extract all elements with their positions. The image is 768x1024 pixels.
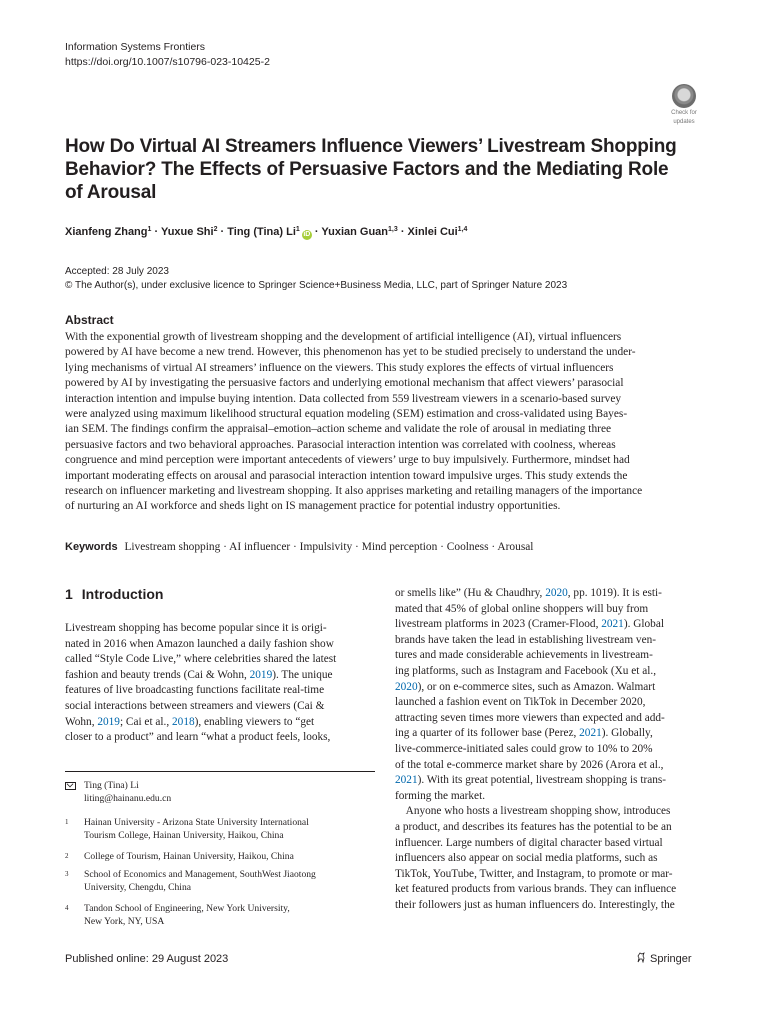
body-line <box>395 633 705 649</box>
body-line <box>65 683 375 699</box>
affiliation-line: Hainan University - Arizona State University International <box>84 817 309 828</box>
abstract-line: persuasive factors and two behavioral approaches. Parasocial interaction intention was correlated with coolness, whereas <box>65 438 616 451</box>
author-separator: · <box>151 226 161 238</box>
citation-link[interactable]: 2020 <box>545 587 568 599</box>
affiliation-line: Tourism College, Hainan University, Haikou, China <box>84 829 284 841</box>
body-line <box>65 699 375 715</box>
copyright-line: © The Author(s), under exclusive licence to Springer Science+Business Media, LLC, part of Springer Nature 2023 <box>65 280 568 291</box>
abstract-body <box>65 330 705 515</box>
body-text: features of live broadcasting functions facilitate real-time <box>65 684 325 697</box>
body-line <box>395 820 705 836</box>
affiliation-number: 1 <box>65 818 69 826</box>
section-number: 1 <box>65 586 73 602</box>
body-text: of the total e-commerce market share by 2026 (Arora et al., <box>395 758 664 771</box>
body-text: mated that 45% of global online shoppers will buy from <box>395 602 649 615</box>
doi-link[interactable]: https://doi.org/10.1007/s10796-023-10425-2 <box>65 56 270 68</box>
affiliation-number: 3 <box>65 870 69 878</box>
body-line <box>65 668 375 684</box>
journal-name: Information Systems Frontiers <box>65 41 206 53</box>
body-text: influencers also appear on social media platforms, such as <box>395 852 658 865</box>
springer-horse-icon <box>636 952 646 963</box>
affiliation-number: 4 <box>65 904 69 912</box>
body-line <box>395 680 705 696</box>
body-text: attracting seven times more viewers than expected and add- <box>395 711 665 724</box>
citation-link[interactable]: 2018 <box>172 715 195 728</box>
body-text: ). Global <box>623 618 664 631</box>
author-affiliation: 2 <box>213 226 218 233</box>
body-text: launched a fashion event on TikTok in December 2020, <box>395 696 646 709</box>
citation-link[interactable]: 2019 <box>249 668 273 681</box>
body-line <box>65 652 375 668</box>
section-heading <box>65 586 172 602</box>
abstract-line: lying mechanisms of virtual AI streamers’ influence on the viewers. This study explores the effects of virtual influencers <box>65 361 614 374</box>
author-affiliation: 1,3 <box>388 226 398 233</box>
body-line <box>395 867 705 883</box>
title-line: of Arousal <box>65 182 157 203</box>
body-text: ing platforms, such as Instagram and Facebook (Xu et al., <box>395 664 657 677</box>
abstract-line: With the exponential growth of livestream shopping and the development of artificial intelligence (AI), virtual influencers <box>65 331 622 343</box>
author-affiliation: 1,4 <box>457 226 468 233</box>
body-text: , pp. 1019). It is esti- <box>567 587 662 599</box>
abstract-line: congruence and mind perception were important antecedents of viewers’ urge to buy impulsively. Furthermore, mindset had <box>65 454 630 467</box>
body-text: forming the market. <box>395 789 486 802</box>
body-text: a product, and describes its features has the potential to be an <box>395 820 672 833</box>
author-name[interactable]: Ting (Tina) Li <box>227 226 296 238</box>
check-for-updates-badge[interactable] <box>664 84 704 124</box>
body-line <box>395 898 705 914</box>
abstract-line: ian SEM. The findings confirm the appraisal–emotion–action scheme and validate the role of arousal in mediating three <box>65 423 612 436</box>
body-text: their followers just as human influencers do. Interestingly, the <box>395 898 675 911</box>
abstract-line: were analyzed using maximum likelihood structural equation modeling (SEM) estimation and cross-validated using Bayes- <box>65 408 628 421</box>
body-line <box>65 715 375 731</box>
body-text: tures and made considerable achievements in livestream- <box>395 649 653 662</box>
author-affiliation: 1 <box>295 226 300 233</box>
body-text: social interactions between streamers and viewers (Cai & <box>65 699 325 712</box>
affiliation-line: New York, NY, USA <box>84 915 165 927</box>
body-text: nated in 2016 when Amazon launched a daily fashion show <box>65 637 334 650</box>
body-text: Wohn, <box>65 715 98 728</box>
article-dates <box>65 265 567 293</box>
section-title: Introduction <box>81 586 164 602</box>
keywords-text: Livestream shopping · AI influencer · Impulsivity · Mind perception · Coolness · Arousal <box>124 541 534 553</box>
body-text: ), or on e-commerce sites, such as Amazon. Walmart <box>417 680 656 693</box>
body-text: ing a quarter of its follower base (Perez, <box>395 727 580 740</box>
body-line <box>395 742 705 758</box>
affiliation-note <box>65 903 375 931</box>
abstract-line: interaction intention and impulse buying intention. Data collected from 559 livestream viewers in a scenario-based survey <box>65 392 622 405</box>
check-updates-icon <box>672 84 696 108</box>
body-line <box>395 586 705 602</box>
author-separator: · <box>397 226 408 238</box>
body-line <box>395 882 705 898</box>
body-line <box>395 804 705 820</box>
keywords-heading: Keywords <box>65 541 118 553</box>
body-text: closer to a product” and learn “what a product feels, looks, <box>65 731 331 744</box>
badge-line-1: Check for <box>671 110 697 116</box>
affiliation-note <box>65 851 375 865</box>
author-separator: · <box>217 226 228 238</box>
author-separator: · <box>311 226 322 238</box>
author-name[interactable]: Yuxian Guan <box>321 226 389 238</box>
body-text: or smells like” (Hu & Chaudhry, <box>395 587 546 599</box>
body-text: TikTok, YouTube, Twitter, and Instagram, to promote or mar- <box>395 867 673 880</box>
author-affiliation: 1 <box>147 226 152 233</box>
accepted-date: Accepted: 28 July 2023 <box>65 266 169 277</box>
affiliation-note <box>65 869 375 897</box>
abstract-line: research on influencer marketing and livestream shopping. It also apprises marketing and retailing managers of the importance <box>65 485 643 498</box>
publisher-logo <box>636 952 692 965</box>
abstract-heading: Abstract <box>65 313 114 327</box>
body-line <box>395 758 705 774</box>
body-text: ), enabling viewers to “get <box>194 715 315 728</box>
body-line <box>395 695 705 711</box>
affiliation-line: University, Chengdu, China <box>84 881 192 893</box>
body-line <box>395 711 705 727</box>
badge-line-2: updates <box>673 118 695 125</box>
footnote-divider <box>65 771 375 772</box>
body-text: Anyone who hosts a livestream shopping show, introduces <box>395 805 671 818</box>
citation-link[interactable]: 2020 <box>395 680 418 693</box>
article-title <box>65 135 705 204</box>
body-column-right <box>395 586 705 913</box>
citation-link[interactable]: 2019 <box>97 715 120 728</box>
body-line <box>395 617 705 633</box>
body-line <box>395 648 705 664</box>
publisher-name: Springer <box>650 953 692 965</box>
title-line: How Do Virtual AI Streamers Influence Viewers’ Livestream Shopping <box>65 136 677 157</box>
body-line <box>395 789 705 805</box>
affiliation-note <box>65 817 375 845</box>
corresponding-author-email[interactable]: liting@hainanu.edu.cn <box>84 792 172 804</box>
body-line <box>65 637 375 653</box>
affiliation-number: 2 <box>65 852 69 860</box>
body-text: ket featured products from various brands. They can influence <box>395 883 677 896</box>
abstract-line: powered by AI have become a new trend. However, this phenomenon has yet to be studied precisely to understand the under- <box>65 346 636 359</box>
body-text: live-commerce-initiated sales could grow to 10% to 20% <box>395 742 653 755</box>
author-name[interactable]: Xinlei Cui <box>407 226 458 238</box>
corresponding-author-name: Ting (Tina) Li <box>84 780 139 791</box>
keywords <box>65 541 533 553</box>
body-line <box>395 726 705 742</box>
body-text: ). The unique <box>272 668 333 681</box>
body-line <box>395 836 705 852</box>
affiliation-line: College of Tourism, Hainan University, Haikou, China <box>84 851 294 862</box>
body-text: influencer. Large numbers of digital character based virtual <box>395 836 663 849</box>
citation-link[interactable]: 2021 <box>579 727 602 740</box>
abstract-line: powered by AI by investigating the persuasive factors and underlying emotional mechanism that affect viewers’ parasocial <box>65 377 624 390</box>
body-text: ; Cai et al., <box>119 715 173 728</box>
orcid-icon[interactable]: iD <box>303 231 311 238</box>
body-text: Livestream shopping has become popular since it is origi- <box>65 622 327 634</box>
published-online: Published online: 29 August 2023 <box>65 953 229 965</box>
body-text: ). With its great potential, livestream shopping is trans- <box>417 774 667 787</box>
body-line <box>65 730 375 746</box>
envelope-icon <box>65 780 76 791</box>
body-text: called “Style Code Live,” where celebrities shared the latest <box>65 653 337 666</box>
abstract-line: important moderating effects on arousal and parasocial interaction intention toward impulsive urges. This study extends the <box>65 469 628 482</box>
body-text: brands have taken the lead in establishing livestream ven- <box>395 633 656 646</box>
body-text: livestream platforms in 2023 (Cramer-Flood, <box>395 618 602 631</box>
citation-link[interactable]: 2021 <box>395 774 418 787</box>
body-line <box>395 773 705 789</box>
body-line <box>65 621 375 637</box>
author-list <box>65 226 467 240</box>
body-column-left <box>65 621 375 746</box>
author-name[interactable]: Yuxue Shi <box>160 226 214 238</box>
corresponding-author-note <box>65 780 375 808</box>
citation-link[interactable]: 2021 <box>601 618 624 631</box>
body-line <box>395 602 705 618</box>
affiliation-line: Tandon School of Engineering, New York University, <box>84 903 290 914</box>
affiliation-line: School of Economics and Management, SouthWest Jiaotong <box>84 869 316 880</box>
body-text: fashion and beauty trends (Cai & Wohn, <box>65 668 250 681</box>
author-name[interactable]: Xianfeng Zhang <box>65 226 148 238</box>
journal-header <box>65 40 270 70</box>
abstract-line: of nurturing an AI workforce and sheds light on IS management practice for potential industry opportunities. <box>65 500 561 513</box>
body-line <box>395 851 705 867</box>
body-text: ). Globally, <box>601 727 653 740</box>
body-line <box>395 664 705 680</box>
title-line: Behavior? The Effects of Persuasive Factors and the Mediating Role <box>65 159 669 180</box>
